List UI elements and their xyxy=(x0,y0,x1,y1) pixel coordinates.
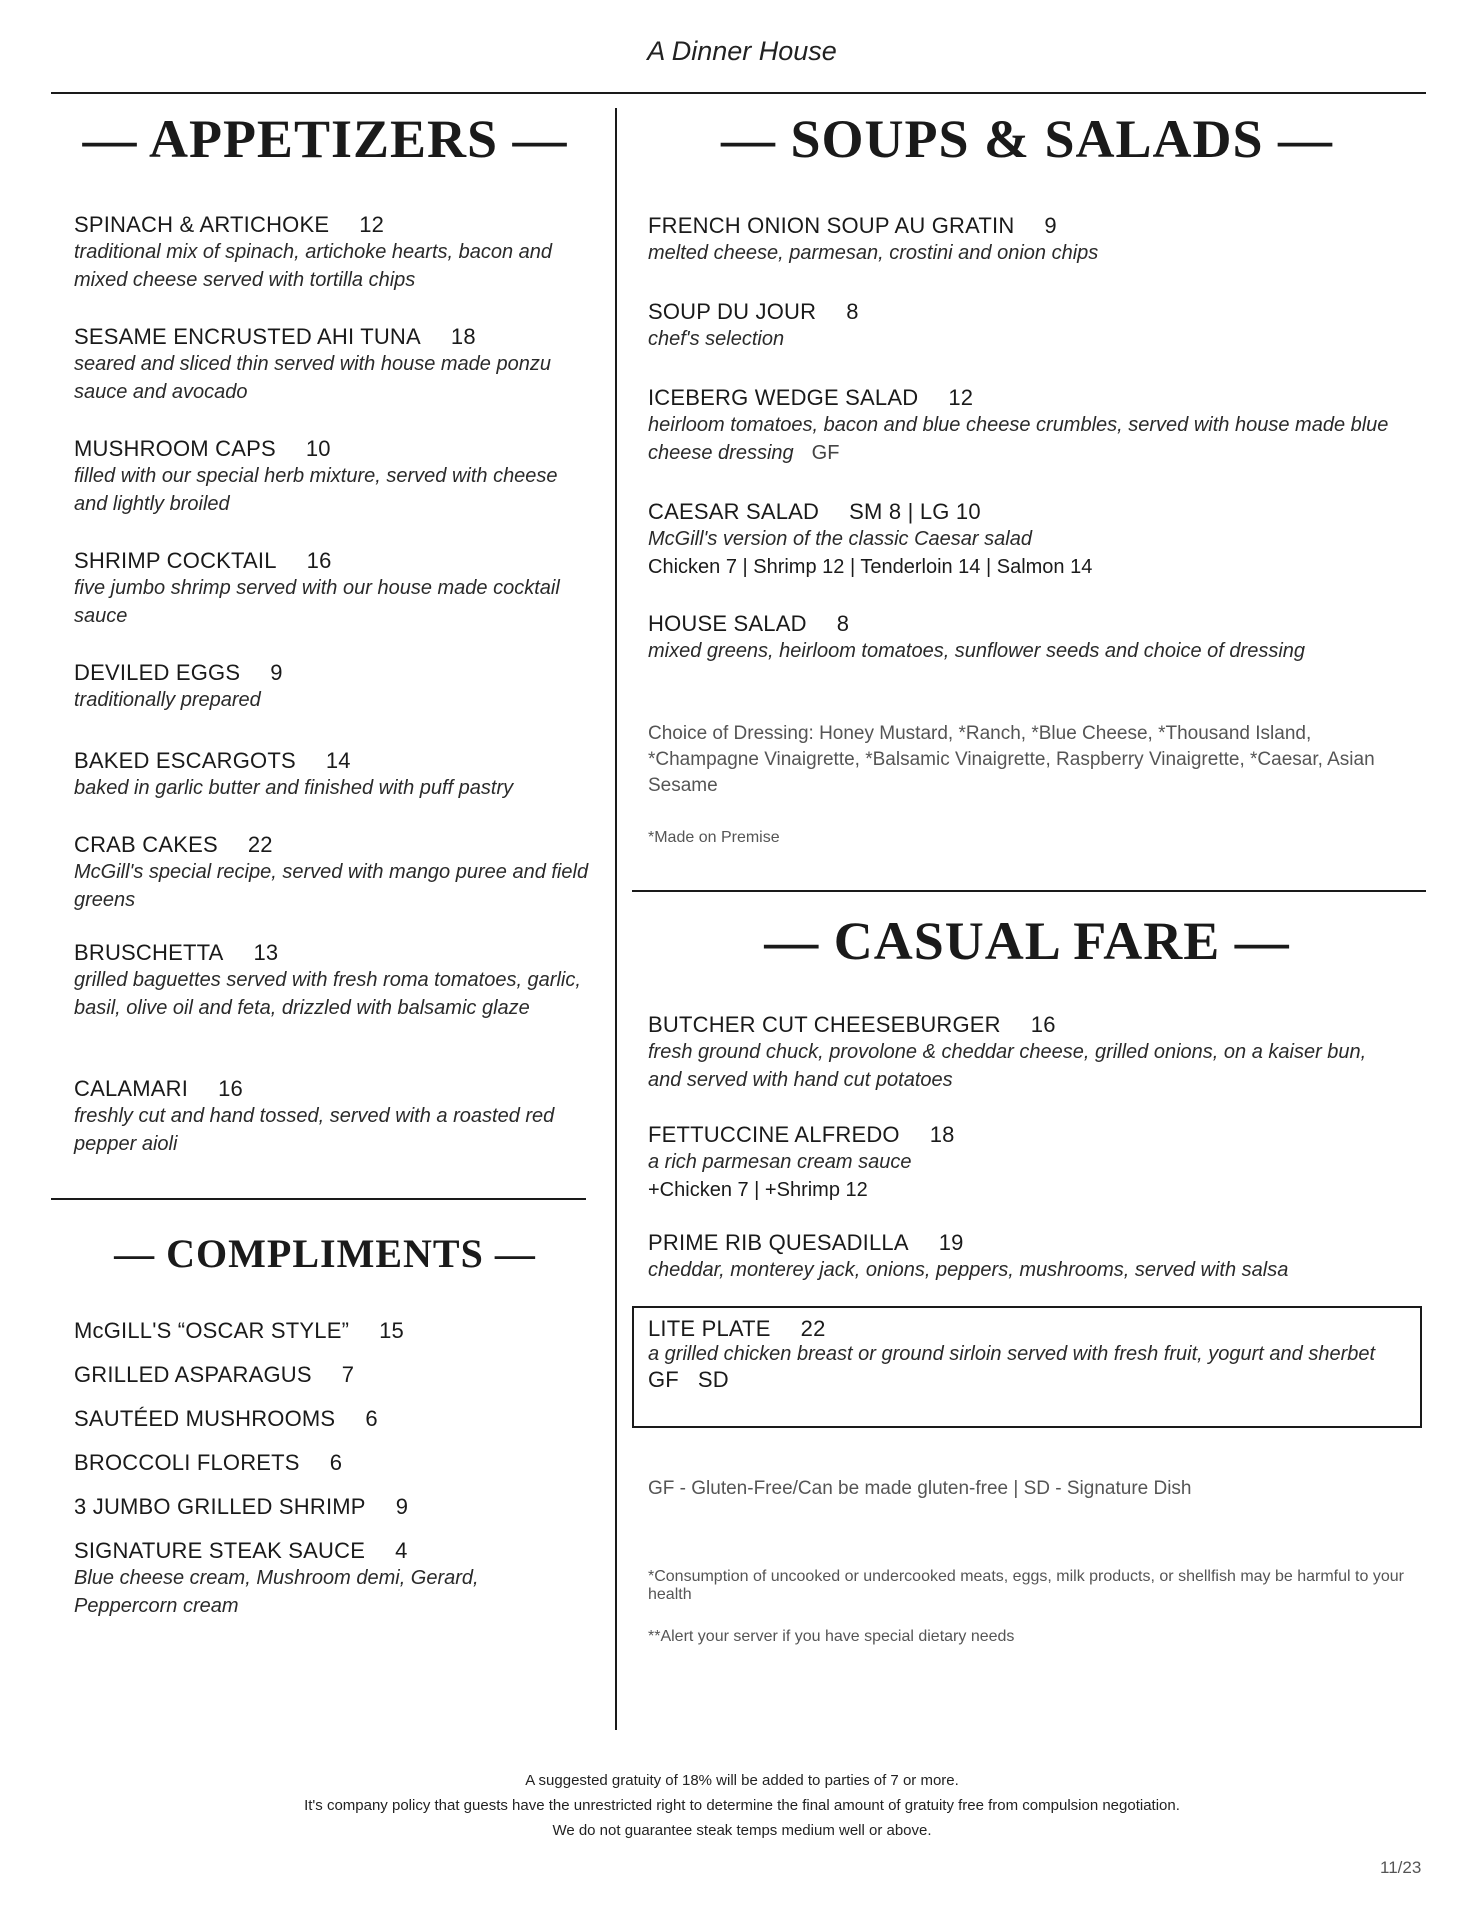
item-name: BROCCOLI FLORETS xyxy=(74,1450,300,1475)
dressing-note: Choice of Dressing: Honey Mustard, *Ranch, *Blue Cheese, *Thousand Island, *Champagne Vinaigrette, *Balsamic Vinaigrette, Raspberry Vinaigrette, *Caesar, Asian Sesame xyxy=(648,723,1375,796)
item-description: baked in garlic butter and finished with puff pastry xyxy=(74,777,514,799)
menu-item xyxy=(74,1538,554,1620)
menu-item xyxy=(74,548,594,630)
item-name: FRENCH ONION SOUP AU GRATIN xyxy=(648,213,1015,238)
item-price: 8 xyxy=(836,611,850,636)
menu-item xyxy=(648,1230,1288,1284)
item-price: 4 xyxy=(395,1538,408,1563)
item-price: 7 xyxy=(341,1362,355,1387)
item-description: filled with our special herb mixture, served with cheese and lightly broiled xyxy=(74,465,558,515)
column-divider xyxy=(615,108,617,1730)
menu-item xyxy=(74,1318,404,1344)
item-price: 22 xyxy=(247,832,273,857)
item-description: cheddar, monterey jack, onions, peppers, mushrooms, served with salsa xyxy=(648,1259,1289,1281)
item-name: LITE PLATE xyxy=(648,1316,771,1341)
item-description: Blue cheese cream, Mushroom demi, Gerard, Peppercorn cream xyxy=(74,1567,479,1617)
menu-item xyxy=(74,1362,354,1388)
section-divider xyxy=(51,1198,586,1200)
item-description: grilled baguettes served with fresh roma tomatoes, garlic, basil, olive oil and feta, drizzled with balsamic glaze xyxy=(74,969,581,1019)
item-price: 18 xyxy=(450,324,476,349)
item-price: 16 xyxy=(306,548,332,573)
menu-item xyxy=(74,1450,342,1476)
item-description: fresh ground chuck, provolone & cheddar cheese, grilled onions, on a kaiser bun, and served with hand cut potatoes xyxy=(648,1041,1367,1091)
consumption-note: *Consumption of uncooked or undercooked meats, eggs, milk products, or shellfish may be harmful to your health xyxy=(648,1568,1404,1603)
item-name: GRILLED ASPARAGUS xyxy=(74,1362,312,1387)
item-name: CALAMARI xyxy=(74,1076,189,1101)
menu-item xyxy=(648,385,1408,467)
item-name: BUTCHER CUT CHEESEBURGER xyxy=(648,1012,1001,1037)
gratuity-note: A suggested gratuity of 18% will be added to parties of 7 or more. xyxy=(525,1772,959,1789)
dietary-alert-note: **Alert your server if you have special dietary needs xyxy=(648,1628,1015,1645)
item-name: HOUSE SALAD xyxy=(648,611,807,636)
item-name: SAUTÉED MUSHROOMS xyxy=(74,1406,336,1431)
premise-note: *Made on Premise xyxy=(648,829,780,846)
item-price: 15 xyxy=(379,1318,404,1343)
item-name: 3 JUMBO GRILLED SHRIMP xyxy=(74,1494,366,1519)
item-price: 12 xyxy=(359,212,385,237)
gratuity-policy-note: It's company policy that guests have the unrestricted right to determine the final amount of gratuity free from compulsion negotiation. xyxy=(304,1797,1180,1814)
casual-fare-heading: — CASUAL FARE — xyxy=(764,911,1290,971)
menu-item xyxy=(74,660,283,714)
menu-item xyxy=(648,1122,955,1204)
item-description: traditionally prepared xyxy=(74,689,261,711)
item-price: SM 8 | LG 10 xyxy=(849,499,981,524)
item-name: SIGNATURE STEAK SAUCE xyxy=(74,1538,366,1563)
item-description: McGill's special recipe, served with mango puree and field greens xyxy=(74,861,589,911)
top-divider xyxy=(51,92,1426,94)
footer xyxy=(0,1768,1484,1843)
item-addons: +Chicken 7 | +Shrimp 12 xyxy=(648,1179,868,1201)
menu-item xyxy=(74,1494,408,1520)
item-description: traditional mix of spinach, artichoke hearts, bacon and mixed cheese served with tortilla chips xyxy=(74,241,553,291)
menu-item xyxy=(648,213,1098,267)
item-description: mixed greens, heirloom tomatoes, sunflower seeds and choice of dressing xyxy=(648,640,1306,662)
item-name: SPINACH & ARTICHOKE xyxy=(74,212,330,237)
menu-item xyxy=(74,748,513,802)
item-name: CRAB CAKES xyxy=(74,832,218,857)
menu-item xyxy=(648,299,859,353)
gluten-free-tag: GF xyxy=(811,442,840,464)
item-description: freshly cut and hand tossed, served with a roasted red pepper aioli xyxy=(74,1105,555,1155)
menu-item xyxy=(74,940,594,1022)
menu-item xyxy=(648,1012,1388,1094)
menu-item xyxy=(74,324,594,406)
item-name: FETTUCCINE ALFREDO xyxy=(648,1122,900,1147)
item-price: 22 xyxy=(800,1316,826,1341)
appetizers-heading: — APPETIZERS — xyxy=(82,109,568,169)
section-divider xyxy=(632,890,1426,892)
date-code: 11/23 xyxy=(1380,1858,1422,1877)
lite-plate-box xyxy=(632,1306,1422,1428)
item-price: 8 xyxy=(846,299,859,324)
menu-item xyxy=(74,212,594,294)
item-price: 18 xyxy=(929,1122,955,1147)
item-description: McGill's version of the classic Caesar salad xyxy=(648,528,1032,550)
item-name: ICEBERG WEDGE SALAD xyxy=(648,385,919,410)
item-name: BAKED ESCARGOTS xyxy=(74,748,296,773)
menu-item xyxy=(74,832,594,914)
item-name: SESAME ENCRUSTED AHI TUNA xyxy=(74,324,421,349)
item-name: SHRIMP COCKTAIL xyxy=(74,548,277,573)
item-price: 19 xyxy=(938,1230,964,1255)
item-description: chef's selection xyxy=(648,328,785,350)
item-price: 12 xyxy=(948,385,974,410)
item-description: a rich parmesan cream sauce xyxy=(648,1151,912,1173)
item-name: BRUSCHETTA xyxy=(74,940,224,965)
item-price: 14 xyxy=(325,748,351,773)
item-price: 9 xyxy=(270,660,283,685)
item-description: melted cheese, parmesan, crostini and onion chips xyxy=(648,242,1099,264)
item-price: 16 xyxy=(1030,1012,1056,1037)
item-description: a grilled chicken breast or ground sirloin served with fresh fruit, yogurt and sherbet xyxy=(648,1343,1376,1365)
item-price: 10 xyxy=(305,436,331,461)
item-price: 16 xyxy=(218,1076,243,1101)
legend-note: GF - Gluten-Free/Can be made gluten-free | SD - Signature Dish xyxy=(648,1478,1192,1499)
item-addons: Chicken 7 | Shrimp 12 | Tenderloin 14 | Salmon 14 xyxy=(648,556,1093,578)
menu-item xyxy=(74,1076,594,1158)
item-price: 9 xyxy=(1044,213,1057,238)
item-name: DEVILED EGGS xyxy=(74,660,241,685)
menu-item xyxy=(74,436,594,518)
item-name: CAESAR SALAD xyxy=(648,499,820,524)
menu-item xyxy=(648,611,1305,665)
item-description: heirloom tomatoes, bacon and blue cheese crumbles, served with house made blue cheese dressing xyxy=(648,414,1389,464)
menu-item xyxy=(74,1406,378,1432)
item-price: 13 xyxy=(253,940,279,965)
item-name: SOUP DU JOUR xyxy=(648,299,817,324)
item-name: PRIME RIB QUESADILLA xyxy=(648,1230,909,1255)
item-name: McGILL'S “OSCAR STYLE” xyxy=(74,1318,350,1343)
item-description: five jumbo shrimp served with our house made cocktail sauce xyxy=(74,577,560,627)
steak-temp-note: We do not guarantee steak temps medium well or above. xyxy=(552,1822,932,1839)
item-price: 9 xyxy=(395,1494,409,1519)
dish-tags: GF SD xyxy=(648,1367,729,1392)
menu-item xyxy=(648,499,1092,581)
item-price: 6 xyxy=(329,1450,343,1475)
item-price: 6 xyxy=(365,1406,378,1431)
soups-salads-heading: — SOUPS & SALADS — xyxy=(720,109,1334,169)
item-description: seared and sliced thin served with house made ponzu sauce and avocado xyxy=(74,353,551,403)
item-name: MUSHROOM CAPS xyxy=(74,436,276,461)
page-title: A Dinner House xyxy=(647,36,837,66)
compliments-heading: — COMPLIMENTS — xyxy=(114,1231,536,1276)
